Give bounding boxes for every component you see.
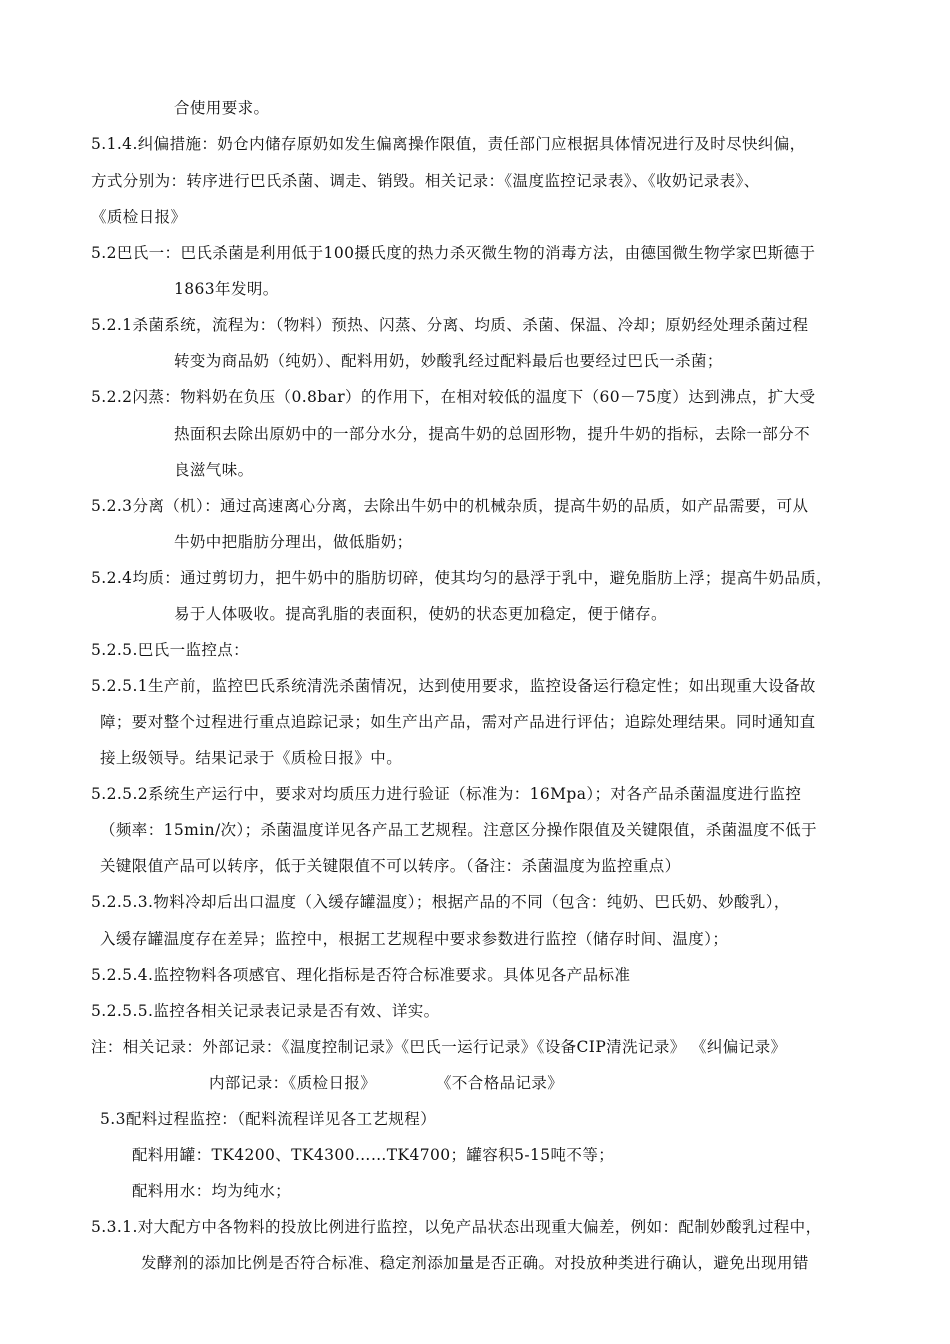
text-line: 5.2.5.巴氏一监控点： [91,641,250,659]
text-line: 内部记录：《质检日报》 [209,1074,377,1092]
text-line: 5.2.5.5.监控各相关记录表记录是否有效、详实。 [91,1002,440,1020]
text-line: 障；要对整个过程进行重点追踪记录；如生产出产品，需对产品进行评估；追踪处理结果。同时通知直 [100,713,816,731]
text-line: 合使用要求。 [174,99,270,117]
text-line: 5.3配料过程监控：（配料流程详见各工艺规程） [100,1110,437,1128]
text-line: 注：相关记录：外部记录：《温度控制记录》《巴氏一运行记录》《设备CIP清洗记录》 《纠偏记录》 [91,1038,787,1056]
text-line: 5.2.1杀菌系统，流程为：（物料）预热、闪蒸、分离、均质、杀菌、保温、冷却；原奶经处理杀菌过程 [91,316,809,334]
text-line: 5.2.5.3.物料冷却后出口温度（入缓存罐温度）；根据产品的不同（包含：纯奶、巴氏奶、妙酸乳）， [91,893,790,911]
text-line: 牛奶中把脂肪分理出，做低脂奶； [174,533,413,551]
text-line: 5.2.2闪蒸：物料奶在负压（0.8bar）的作用下，在相对较低的温度下（60－75度）达到沸点，扩大受 [91,388,816,406]
text-line: 5.2巴氏一：巴氏杀菌是利用低于100摄氏度的热力杀灭微生物的消毒方法，由德国微生物学家巴斯德于 [91,244,816,262]
text-line: 入缓存罐温度存在差异；监控中，根据工艺规程中要求参数进行监控（储存时间、温度）； [100,930,729,948]
text-line: 《质检日报》 [91,208,187,226]
text-line: 5.3.1.对大配方中各物料的投放比例进行监控，以免产品状态出现重大偏差，例如：配制妙酸乳过程中， [91,1218,822,1236]
text-line: 1863年发明。 [174,280,279,298]
text-line: 易于人体吸收。提高乳脂的表面积，使奶的状态更加稳定，便于储存。 [174,605,667,623]
text-line: 5.2.5.4.监控物料各项感官、理化指标是否符合标准要求。具体见各产品标准 [91,966,631,984]
text-line: 配料用罐：TK4200、TK4300……TK4700；罐容积5-15吨不等； [132,1146,615,1164]
text-line: 5.1.4.纠偏措施：奶仓内储存原奶如发生偏离操作限值，责任部门应根据具体情况进行及时尽快纠偏， [91,135,806,153]
text-line: 接上级领导。结果记录于《质检日报》中。 [100,749,403,767]
text-line: 5.2.3分离（机）：通过高速离心分离，去除出牛奶中的机械杂质，提高牛奶的品质，如产品需要，可从 [91,497,809,515]
text-line: 5.2.5.1生产前，监控巴氏系统清洗杀菌情况，达到使用要求，监控设备运行稳定性；如出现重大设备故 [91,677,816,695]
text-line: 转变为商品奶（纯奶）、配料用奶，妙酸乳经过配料最后也要经过巴氏一杀菌； [174,352,723,370]
text-line: 《不合格品记录》 [436,1074,564,1092]
text-line: 配料用水：均为纯水； [132,1182,292,1200]
text-line: （频率：15min/次）；杀菌温度详见各产品工艺规程。注意区分操作限值及关键限值，杀菌温度不低于 [100,821,818,839]
text-line: 发酵剂的添加比例是否符合标准、稳定剂添加量是否正确。对投放种类进行确认，避免出现用错 [141,1254,809,1272]
text-line: 方式分别为：转序进行巴氏杀菌、调走、销毁。相关记录：《温度监控记录表》、《收奶记录表》、 [91,172,760,190]
text-line: 关键限值产品可以转序，低于关键限值不可以转序。（备注：杀菌温度为监控重点） [100,857,681,875]
text-line: 热面积去除出原奶中的一部分水分，提高牛奶的总固形物，提升牛奶的指标，去除一部分不 [174,425,811,443]
text-line: 良滋气味。 [174,461,254,479]
text-line: 5.2.5.2系统生产运行中，要求对均质压力进行验证（标准为：16Mpa）；对各产品杀菌温度进行监控 [91,785,802,803]
text-line: 5.2.4均质：通过剪切力，把牛奶中的脂肪切碎，使其均匀的悬浮于乳中，避免脂肪上浮；提高牛奶品质， [91,569,833,587]
